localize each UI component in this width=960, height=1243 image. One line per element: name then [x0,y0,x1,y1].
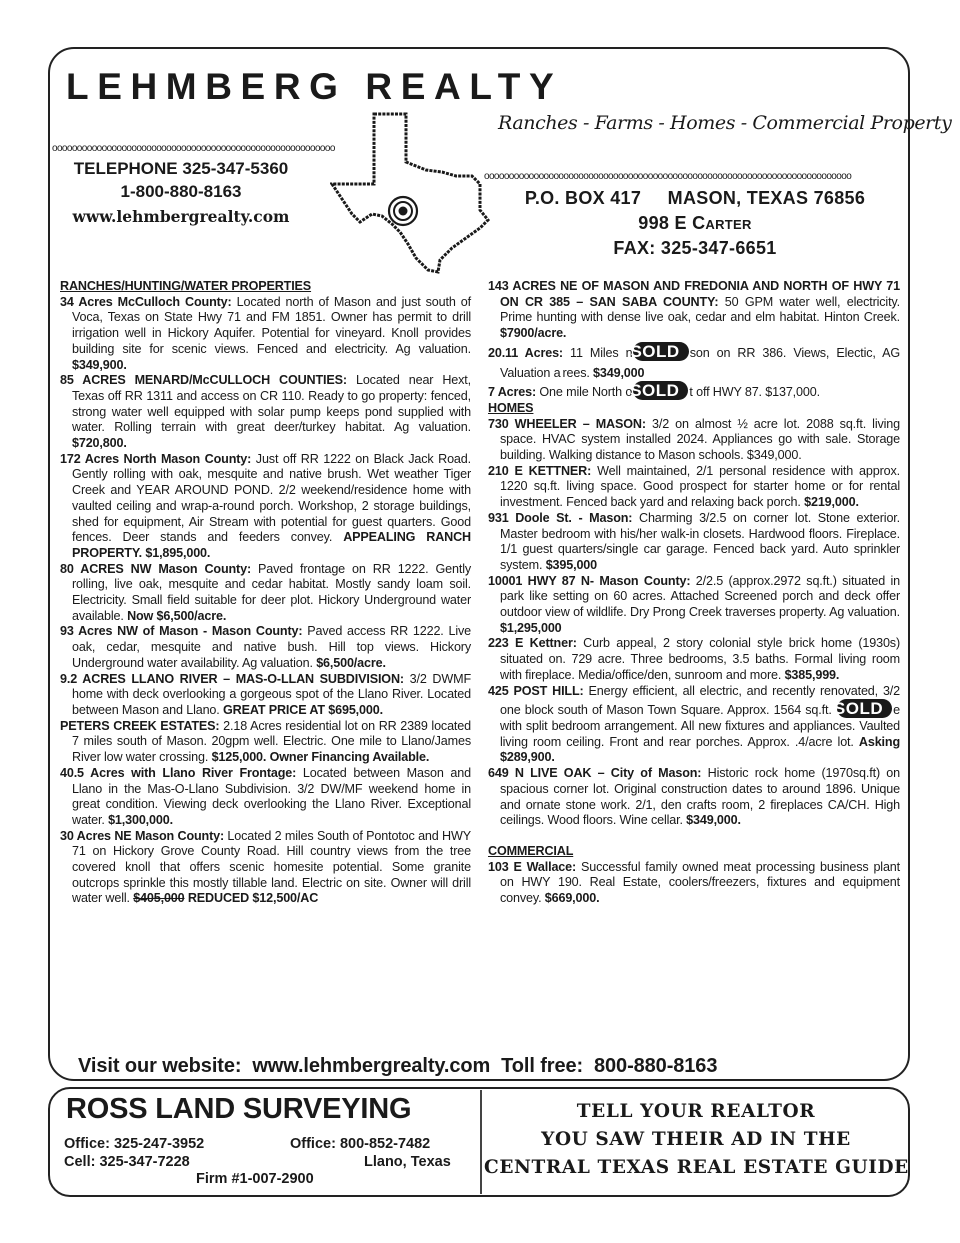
contact-phone-block [52,158,310,230]
realtor-message-line-3: CENTRAL TEXAS REAL ESTATE GUIDE [484,1157,909,1178]
surveying-company-name: ROSS LAND SURVEYING [66,1093,412,1125]
listing-20-11-acres-sold: 20.11 Acres: 11 Miles nSOLD son on RR 386. Views, Electic, AG Valuation a rees. $349,000 [488,341,901,380]
bottom-divider [480,1090,482,1194]
listing-425-post-hill: 425 POST HILL: Energy efficient, all electric, and recently renovated, 3/2 one block south of Mason Town Square. Approx. 1564 sq.ft. SOLD e with split bedroom arrangement. All new fixtures and appliances. Vaulted living room ceiling. Front and rear porches. Approx. .4/acre lot. Asking $289,900. [488,683,900,765]
listing-34-acres: 34 Acres McCulloch County: Located north of Mason and just south of Voca, Texas on State Hwy 71 and FM 1851. Owner has permit to drill irrigation well in Hickory Aquifer. Potential for vineyard. Knoll provides building site for scenic views. Fenced and electricity. Ag valuation. $349,900. [60,294,471,372]
surveying-location: Llano, Texas [364,1154,451,1170]
listing-649-n-live-oak: 649 N LIVE OAK – City of Mason: Historic rock home (1970sq.ft) on spacious corner lot. Original construction dates to around 1896. Unique and ornate stone work. 2/1, den crafts room, 2 fireplaces CA/CH. High ceilings. Wood floors. Wine cellar. $349,000. [488,766,900,828]
listing-143-acres: 143 ACRES NE OF MASON AND FREDONIA AND NORTH OF HWY 71 ON CR 385 – SAN SABA COUNTY: 50 GPM water well, electricity. Prime hunting with dense live oak, cedar and elm habitat. Hinton Creek. $7900/acre. [488,279,900,341]
po-box-address: P.O. BOX 417 MASON, TEXAS 76856 [524,188,866,208]
old-price: $405,000 [133,891,185,906]
listing-10001-hwy-87: 10001 HWY 87 N- Mason County: 2/2.5 (approx.2972 sq.ft.) situated in park like setting on 60 acres. Attached Screened porch and deck offer outdoor view of wildlife. Dry Prong Creek traverses property. Ag valuation. $1,295,000 [488,573,900,635]
decorative-dot-line-right: oooooooooooooooooooooooooooooooooooooooooooooooooooooooooooooooooooooooooo [484,172,852,182]
realtor-message-line-2: YOU SAW THEIR AD IN THE [541,1129,851,1150]
listing-172-acres: 172 Acres North Mason County: Just off RR 1222 on Black Jack Road. Gently rolling with oak, mesquite and native brush. Wet weather Tiger Creek and YEAR AROUND POND. 2/2 weekend/residence home with vaulted ceiling and wrap-a-round porch. Workshop, 2 storage buildings, shed for equipment, Air Stream with potential for guest quarters. Good fences. Deer stands and feeders convey. APPEALING RANCH PROPERTY. $1,895,000. [60,451,471,560]
listing-9-2-acres: 9.2 ACRES LLANO RIVER – MAS-O-LLAN SUBDIVISION: 3/2 DWMF home with deck overlooking a gorgeous spot of the Llano River. Located between Mason and Llano. GREAT PRICE AT $695,000. [60,671,471,717]
listing-85-acres: 85 ACRES MENARD/McCULLOCH COUNTIES: Located near Hext, Texas off RR 1311 and access on CR 110. Ready to go property: fenced, strong water well equipped with solar pump keeps pond supplied with water. Rolling terrain with great deer/turkey habitat. Ag valuation. $720,800. [60,373,471,451]
listing-30-acres: 30 Acres NE Mason County: Located 2 miles South of Pontotoc and HWY 71 on Hickory Grove County Road. Hill country views from the tree covered knoll that offers scenic homesite potential. Some granite outcrops sprinkle this mostly tillable land. Electric on site. Owner will drill water well. $405,000 REDUCED $12,500/AC [60,828,471,906]
sold-badge: SOLD [633,381,688,400]
realtor-message-line-1: TELL YOUR REALTOR [576,1101,816,1122]
telephone: TELEPHONE 325-347-5360 [73,159,289,178]
surveying-office-phone-1: Office: 325-247-3952 [64,1136,205,1152]
listing-931-doole: 931 Doole St. - Mason: Charming 3/2.5 on corner lot. Stone exterior. Master bedroom with his/her walk-in closets. Hardwood floors. Fireplace. 1/1 guest quarters/single car garage. Fenced back yard. Auto sprinkler system. $395,000 [488,510,900,572]
listing-223-e-kettner: 223 E Kettner: Curb appeal, 2 story colonial style brick home (1930s) situated on. 729 acre. Three bedrooms, 3.5 baths. Formal living room with fireplace. Media/office/den, sunroom and more. $385,999. [488,636,900,682]
listing-40-5-acres: 40.5 Acres with Llano River Frontage: Located between Mason and Llano in the Mas-O-Llano Subdivision. 3/2 DW/MF weekend home in great condition. Viewing deck overlooking the Llano River. Exceptional water. $1,300,000. [60,765,471,827]
contact-address-block [486,186,904,261]
right-column-listings [488,279,900,907]
sold-badge: SOLD [633,342,688,361]
website-tollfree-line: Visit our website: www.lehmbergrealty.com Toll free: 800-880-8163 [78,1055,718,1077]
decorative-dot-line-left: ooooooooooooooooooooooooooooooooooooooooooooooooooooooooo [52,144,335,154]
street-address: 998 E Carter [638,213,752,233]
fax-number: FAX: 325-347-6651 [613,238,777,258]
listing-80-acres: 80 ACRES NW Mason County: Paved frontage on RR 1222. Gently rolling, live oak, mesquite and cedar habitat. Mostly sandy loam soil. Electricity. Small field suitable for deer plot. Hickory Underground water available. Now $6,500/acre. [60,561,471,623]
surveying-cell-phone: Cell: 325-347-7228 [64,1154,190,1170]
surveying-office-phone-2: Office: 800-852-7482 [290,1136,431,1152]
listing-210-e-kettner: 210 E KETTNER: Well maintained, 2/1 personal residence with approx. 1220 sq.ft. living space. Good prospect for starter home or for rental investment. Fenced back yard and relaxing back porch. $219,000. [488,463,900,510]
toll-free-number: 1-800-880-8163 [120,182,242,201]
left-column-listings [60,279,471,907]
surveying-firm-number: Firm #1-007-2900 [196,1171,314,1187]
texas-map-logo [330,110,490,275]
section-heading-homes: HOMES [488,400,534,415]
listing-103-e-wallace: 103 E Wallace: Successful family owned meat processing business plant on HWY 190. Real Estate, coolers/freezers, fixtures and equipment convey. $669,000. [488,859,901,906]
listing-7-acres-sold: 7 Acres: One mile North oSOLD t off HWY 87. $137,000. [488,381,820,401]
sold-badge: SOLD [837,699,892,718]
listing-730-wheeler: 730 WHEELER – MASON: 3/2 on almost ½ acre lot. 2088 sq.ft. living space. HVAC system installed 2024. Appliances go with sale. Storage building. Walking distance to Mason schools. $349,000. [488,416,900,463]
company-name: LEHMBERG REALTY [66,66,563,107]
website: www.lehmbergrealty.com [72,207,290,226]
tagline: Ranches - Farms - Homes - Commercial Property [498,112,952,134]
realtor-message [484,1098,908,1182]
section-heading-commercial: COMMERCIAL [488,843,574,858]
section-heading-ranches: RANCHES/HUNTING/WATER PROPERTIES [60,279,312,293]
listing-peters-creek: PETERS CREEK ESTATES: 2.18 Acres residential lot on RR 2389 located 7 miles south of Mason. 20gpm well. Electric. One mile to Llano/James River low water crossing. $125,000. Owner Financing Available. [60,718,471,765]
listing-93-acres: 93 Acres NW of Mason - Mason County: Paved access RR 1222. Live oak, cedar, mesquite and native bush. Hill top views. Hickory Underground water availability. Ag valuation. $6,500/acre. [60,624,471,670]
